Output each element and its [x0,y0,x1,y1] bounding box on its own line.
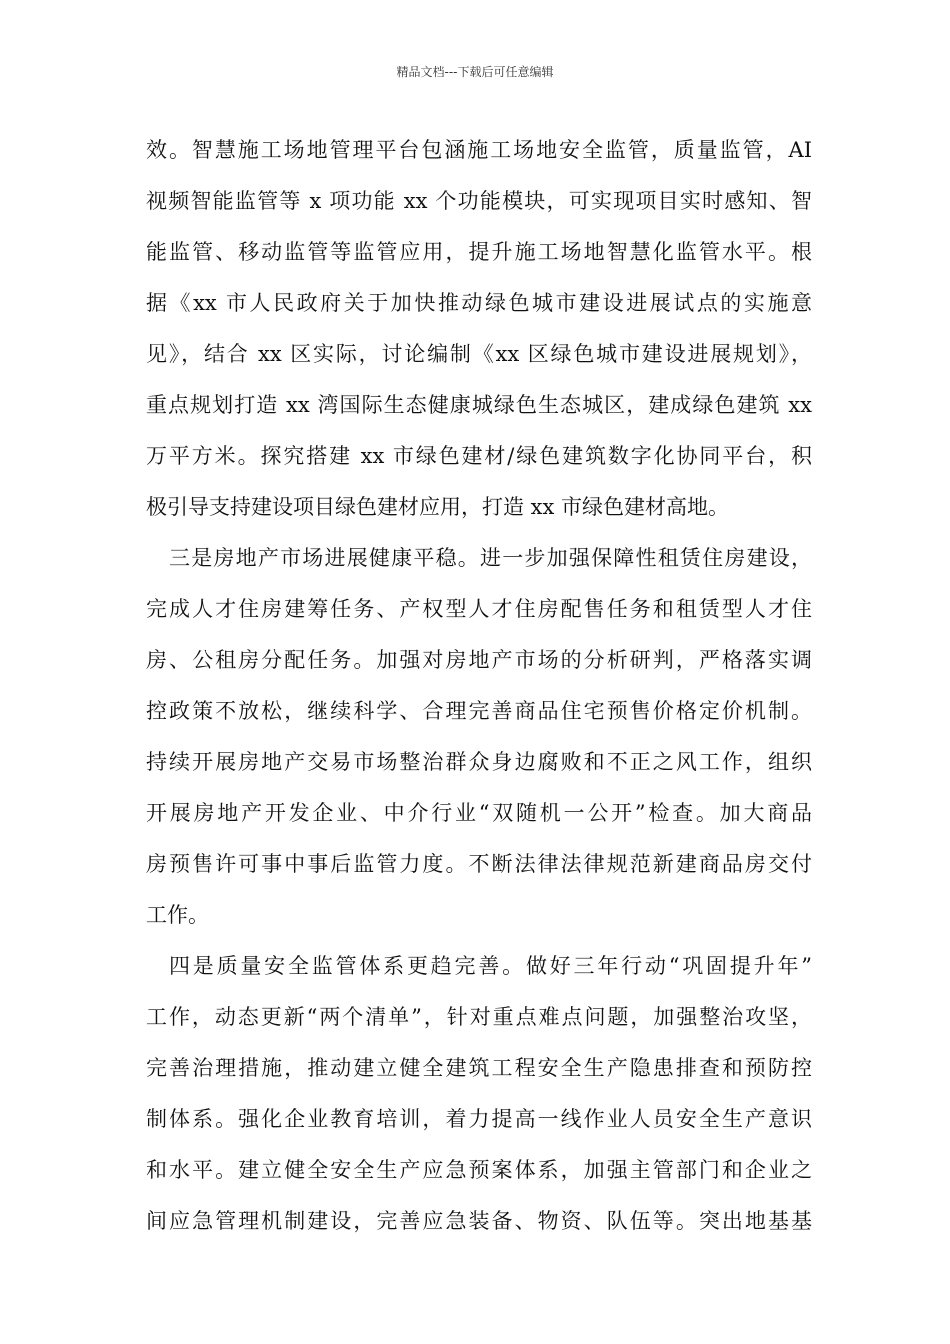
text-line: 万平方米。探究搭建 xx 市绿色建材/绿色建筑数字化协同平台，积 [146,444,812,468]
text-line: 完成人才住房建筹任务、产权型人才住房配售任务和租赁型人才住 [146,597,812,621]
text-line: 工作，动态更新“两个清单”，针对重点难点问题，加强整治攻坚， [146,1005,812,1029]
text-line: 四是质量安全监管体系更趋完善。做好三年行动“巩固提升年” [169,954,812,978]
text-line: 见》，结合 xx 区实际，讨论编制《xx 区绿色城市建设进展规划》， [146,342,812,366]
text-line: 视频智能监管等 x 项功能 xx 个功能模块，可实现项目实时感知、智 [146,189,812,213]
text-line: 和水平。建立健全安全生产应急预案体系，加强主管部门和企业之 [146,1158,812,1182]
text-line: 三是房地产市场进展健康平稳。进一步加强保障性租赁住房建设， [169,546,812,570]
document-body [146,128,812,1250]
text-line: 控政策不放松，继续科学、合理完善商品住宅预售价格定价机制。 [146,699,812,723]
page-header: 精品文档---下载后可任意编辑 [396,65,554,79]
text-line: 房、公租房分配任务。加强对房地产市场的分析研判，严格落实调 [146,648,812,672]
paragraph-3 [146,944,812,1250]
text-line: 房预售许可事中事后监管力度。不断法律法律规范新建商品房交付 [146,852,812,876]
text-line: 能监管、移动监管等监管应用，提升施工场地智慧化监管水平。根 [146,240,812,264]
text-line: 完善治理措施，推动建立健全建筑工程安全生产隐患排查和预防控 [146,1056,812,1080]
paragraph-2 [146,536,812,944]
text-line: 工作。 [146,903,209,927]
text-line: 效。智慧施工场地管理平台包涵施工场地安全监管，质量监管，AI [146,138,812,162]
text-line: 据《xx 市人民政府关于加快推动绿色城市建设进展试点的实施意 [146,291,812,315]
text-line: 间应急管理机制建设，完善应急装备、物资、队伍等。突出地基基 [146,1209,812,1233]
text-line: 极引导支持建设项目绿色建材应用，打造 xx 市绿色建材高地。 [146,495,730,519]
text-line: 持续开展房地产交易市场整治群众身边腐败和不正之风工作，组织 [146,750,812,774]
text-line: 开展房地产开发企业、中介行业“双随机一公开”检查。加大商品 [146,801,812,825]
text-line: 制体系。强化企业教育培训，着力提高一线作业人员安全生产意识 [146,1107,812,1131]
paragraph-1 [146,128,812,536]
text-line: 重点规划打造 xx 湾国际生态健康城绿色生态城区，建成绿色建筑 xx [146,393,812,417]
